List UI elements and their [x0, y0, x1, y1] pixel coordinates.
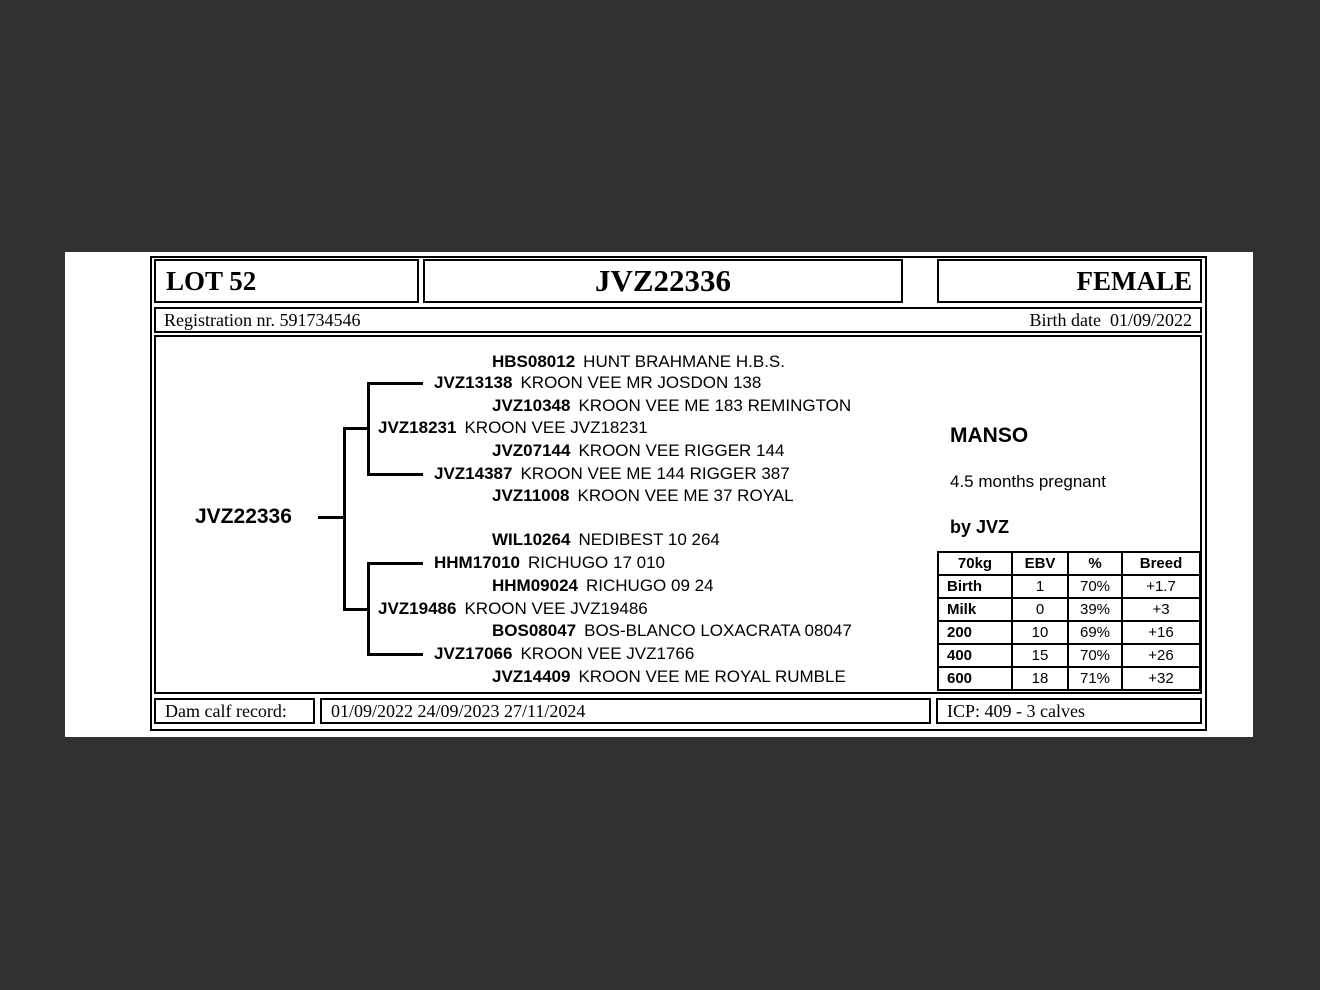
dam-calf-record-label: Dam calf record: [165, 700, 287, 721]
sire-bracket-bottom [367, 473, 423, 476]
animal-name: KROON VEE MR JOSDON 138 [520, 373, 762, 392]
pedigree-root: JVZ22336 [195, 505, 292, 528]
animal-name: KROON VEE ME 183 REMINGTON [578, 396, 852, 415]
ebv-cell: +1.7 [1122, 575, 1200, 598]
ebv-table [937, 551, 1201, 691]
root-connector-line [318, 516, 345, 519]
pedigree-row-sire-1 [434, 372, 761, 394]
ebv-cell: +3 [1122, 598, 1200, 621]
animal-id: BOS08047 [492, 621, 577, 640]
ebv-col-header: Breed [1122, 552, 1200, 575]
animal-id: JVZ17066 [434, 644, 513, 663]
pedigree-row-dam-3 [378, 598, 648, 620]
ebv-col-header: 70kg [938, 552, 1012, 575]
ebv-cell: +26 [1122, 644, 1200, 667]
ebv-cell: Birth [938, 575, 1012, 598]
dam-calf-dates: 01/09/2022 24/09/2023 27/11/2024 [331, 700, 586, 721]
animal-id: HHM09024 [492, 576, 578, 595]
sire-bracket-vertical [367, 382, 370, 476]
ebv-col-header: EBV [1012, 552, 1068, 575]
pedigree-row-sire-5 [434, 463, 790, 485]
ebv-cell: 69% [1068, 621, 1122, 644]
animal-name: RICHUGO 17 010 [528, 553, 665, 572]
animal-name: RICHUGO 09 24 [586, 576, 714, 595]
animal-id: JVZ11008 [492, 486, 570, 505]
ebv-table-row [938, 621, 1200, 644]
pedigree-row-sire-6 [492, 485, 794, 507]
animal-name: KROON VEE JVZ19486 [464, 599, 648, 618]
animal-name: KROON VEE ME 144 RIGGER 387 [520, 464, 790, 483]
animal-id: JVZ19486 [378, 599, 457, 618]
ebv-cell: 15 [1012, 644, 1068, 667]
animal-id: WIL10264 [492, 530, 571, 549]
ebv-cell: 39% [1068, 598, 1122, 621]
animal-name: HUNT BRAHMANE H.B.S. [583, 352, 785, 371]
pedigree-row-dam-0 [492, 529, 720, 551]
pedigree-row-dam-2 [492, 575, 714, 597]
icp-value: ICP: 409 - 3 calves [947, 700, 1085, 721]
ebv-table-row [938, 575, 1200, 598]
ebv-cell: 71% [1068, 667, 1122, 690]
lot-number-box [154, 259, 419, 303]
registration-number: Registration nr. 591734546 [164, 309, 361, 330]
lot-number: LOT 52 [166, 265, 257, 296]
animal-id-box [423, 259, 903, 303]
animal-id: JVZ14409 [492, 667, 571, 686]
ebv-table-header-row [938, 552, 1200, 575]
animal-name: KROON VEE ME 37 ROYAL [577, 486, 794, 505]
animal-id: JVZ18231 [378, 418, 457, 437]
animal-id: JVZ22336 [594, 263, 732, 298]
by-stud-label: by JVZ [950, 517, 1010, 537]
ebv-cell: 200 [938, 621, 1012, 644]
ebv-cell: 70% [1068, 575, 1122, 598]
animal-name: KROON VEE RIGGER 144 [578, 441, 785, 460]
ebv-cell: Milk [938, 598, 1012, 621]
pregnancy-status: 4.5 months pregnant [950, 472, 1106, 491]
dam-bracket-bottom [367, 653, 423, 656]
dam-calf-record-label-box [154, 698, 315, 724]
pedigree-row-dam-4 [492, 620, 852, 642]
sex-label: FEMALE [1076, 265, 1192, 296]
ebv-table-row [938, 667, 1200, 690]
animal-id: JVZ10348 [492, 396, 571, 415]
ebv-cell: +16 [1122, 621, 1200, 644]
pedigree-row-sire-2 [492, 395, 851, 417]
breed-label: MANSO [950, 424, 1029, 447]
ebv-cell: +32 [1122, 667, 1200, 690]
animal-id: HHM17010 [434, 553, 520, 572]
animal-id: JVZ14387 [434, 464, 513, 483]
pedigree-row-sire-3 [378, 417, 648, 439]
pedigree-row-dam-1 [434, 552, 665, 574]
ebv-table-row [938, 644, 1200, 667]
ebv-cell: 0 [1012, 598, 1068, 621]
animal-name: KROON VEE JVZ18231 [464, 418, 648, 437]
ebv-table-row [938, 598, 1200, 621]
animal-name: KROON VEE JVZ1766 [520, 644, 695, 663]
birth-date-group [1030, 310, 1193, 331]
ebv-cell: 70% [1068, 644, 1122, 667]
dam-bracket-vertical [367, 562, 370, 656]
dam-bracket-top [367, 562, 423, 565]
pedigree-row-dam-6 [492, 666, 846, 688]
ebv-cell: 10 [1012, 621, 1068, 644]
registration-row [154, 307, 1202, 333]
animal-name: KROON VEE ME ROYAL RUMBLE [578, 667, 846, 686]
pedigree-row-sire-4 [492, 440, 784, 462]
animal-name: BOS-BLANCO LOXACRATA 08047 [584, 621, 852, 640]
pedigree-row-sire-0 [492, 351, 785, 373]
catalog-page [65, 252, 1253, 737]
ebv-cell: 400 [938, 644, 1012, 667]
icp-box [936, 698, 1202, 724]
ebv-cell: 600 [938, 667, 1012, 690]
ebv-col-header: % [1068, 552, 1122, 575]
sire-bracket-top [367, 382, 423, 385]
pedigree-row-dam-5 [434, 643, 694, 665]
sire-stub-line [343, 427, 367, 430]
ebv-cell: 1 [1012, 575, 1068, 598]
sex-box [937, 259, 1202, 303]
birth-date-value: 01/09/2022 [1109, 309, 1192, 330]
main-vertical-line [343, 427, 346, 611]
dam-calf-dates-box [320, 698, 931, 724]
birth-date-label: Birth date [1029, 309, 1101, 330]
animal-name: NEDIBEST 10 264 [578, 530, 720, 549]
ebv-cell: 18 [1012, 667, 1068, 690]
animal-id: JVZ13138 [434, 373, 513, 392]
animal-id: JVZ07144 [492, 441, 571, 460]
animal-id: HBS08012 [492, 352, 576, 371]
dam-stub-line [343, 608, 367, 611]
